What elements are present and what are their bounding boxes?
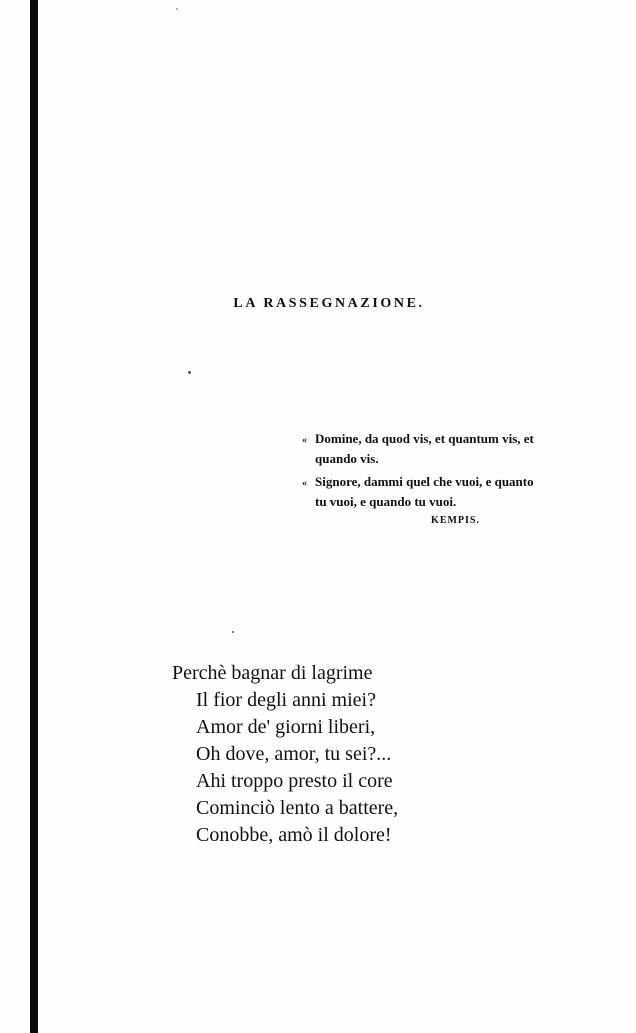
- epigraph-author: KEMPIS.: [431, 515, 480, 526]
- poem-line: Ahi troppo presto il core: [196, 770, 393, 792]
- poem-title: LA RASSEGNAZIONE.: [233, 296, 425, 311]
- poem-line: Perchè bagnar di lagrime: [172, 662, 373, 684]
- paper-speck: [232, 631, 234, 633]
- epigraph-italian-text: Signore, dammi quel che vuoi, e quanto tu vuoi, e quando tu vuoi.: [315, 474, 534, 509]
- page-binding-edge: [30, 0, 38, 1033]
- poem-line: Amor de' giorni liberi,: [196, 716, 376, 738]
- epigraph-latin-text: Domine, da quod vis, et quantum vis, et quando vis.: [315, 431, 534, 466]
- open-quote: «: [302, 478, 307, 489]
- epigraph: [300, 430, 540, 530]
- poem-line: Cominciò lento a battere,: [196, 797, 399, 819]
- poem-line: Oh dove, amor, tu sei?...: [196, 743, 392, 765]
- epigraph-latin: [300, 430, 540, 468]
- paper-speck: [176, 8, 178, 10]
- poem-body: [172, 660, 398, 849]
- paper-speck: [188, 371, 191, 374]
- poem-line: Conobbe, amò il dolore!: [196, 824, 392, 846]
- open-quote: «: [302, 435, 307, 446]
- poem-line: Il fior degli anni miei?: [196, 689, 376, 711]
- epigraph-italian: [300, 473, 540, 511]
